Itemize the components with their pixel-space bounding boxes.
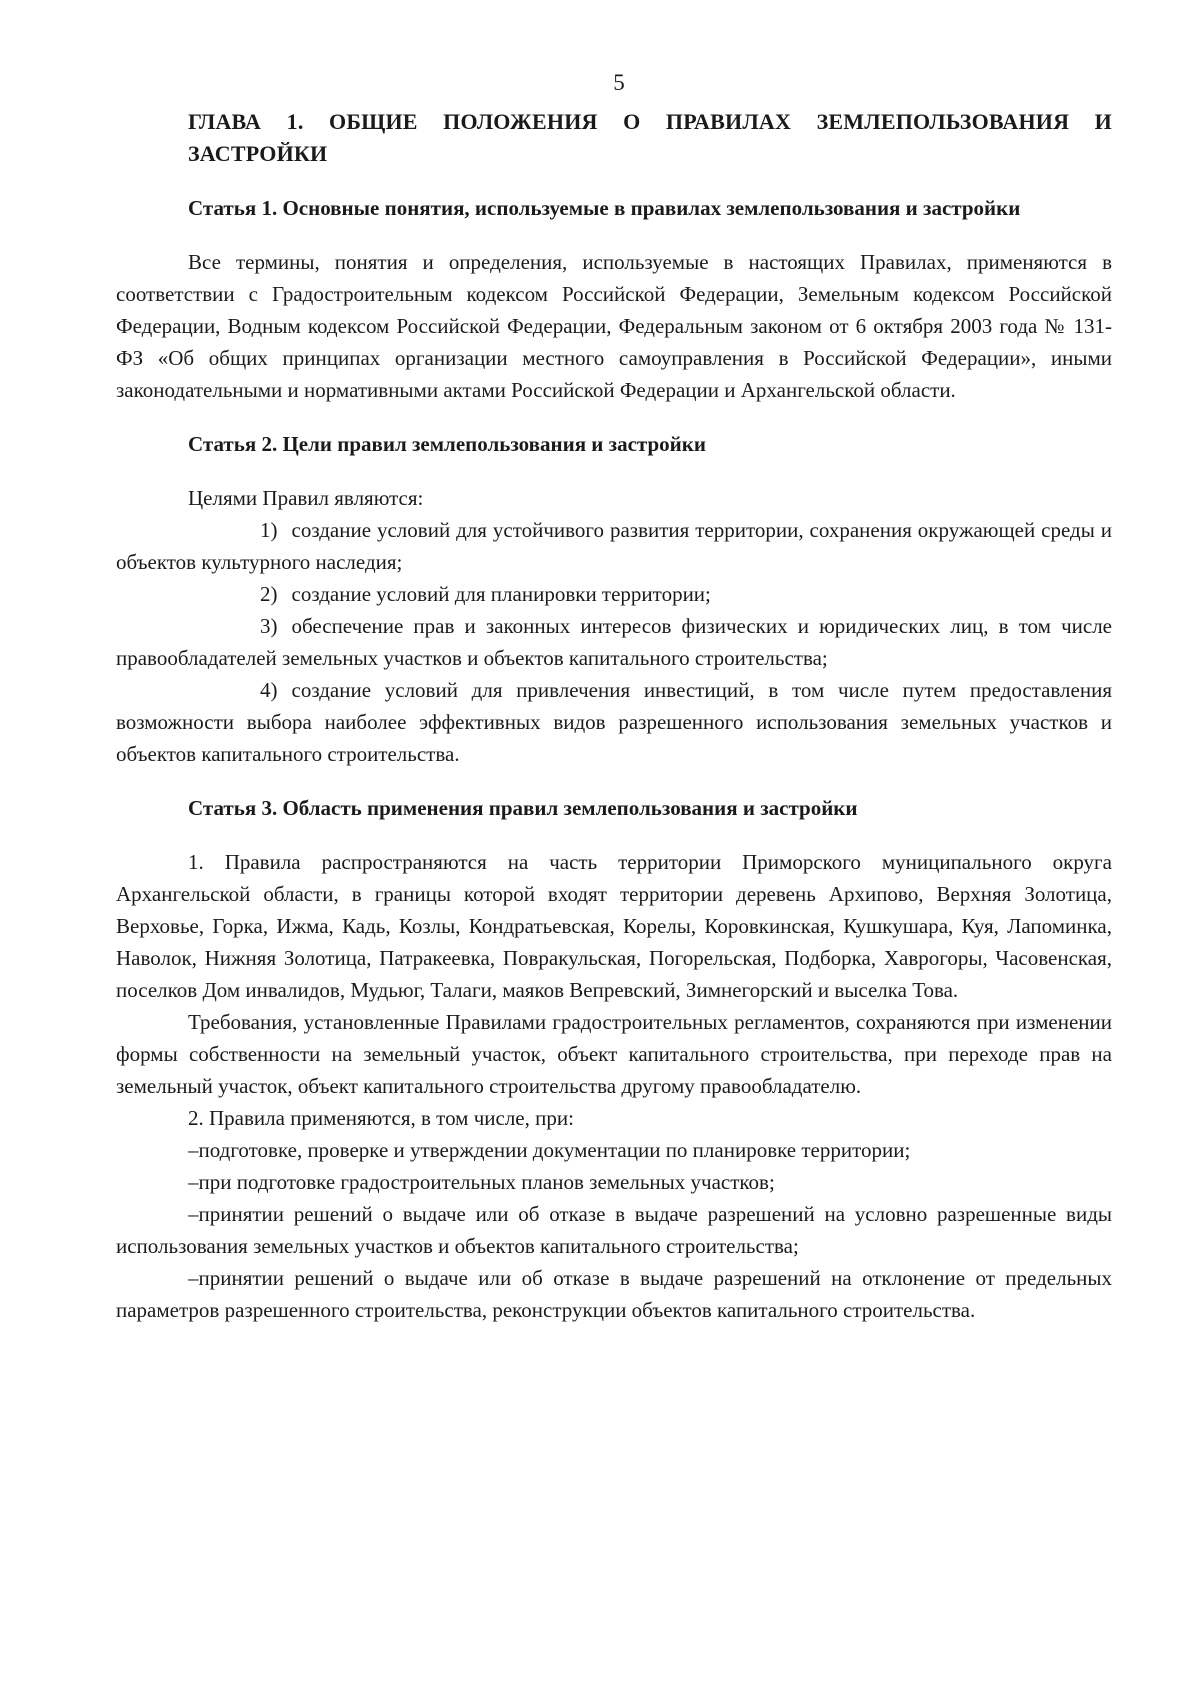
list-item xyxy=(116,610,1112,674)
list-item xyxy=(116,578,1112,610)
article-3-paragraph-2: Требования, установленные Правилами градостроительных регламентов, сохраняются при изменении формы собственности на земельный участок, объект капитального строительства, при переходе прав на земельный участок, объект капитального строительства другому правообладателю. xyxy=(116,1010,1112,1098)
bullet-item: –подготовке, проверке и утверждении документации по планировке территории; xyxy=(188,1138,911,1162)
article-3-paragraph-1: 1. Правила распространяются на часть территории Приморского муниципального округа Архангельской области, в границы которой входят территории деревень Архипово, Верхняя Золотица, Верховье, Горка, Ижма, Кадь, Козлы, Кондратьевская, Корелы, Коровкинская, Кушкушара, Куя, Лапоминка, Наволок, Нижняя Золотица, Патракеевка, Повракульская, Погорельская, Подборка, Хаврогоры, Часовенская, поселков Дом инвалидов, Мудьюг, Талаги, маяков Вепревский, Зимнегорский и выселка Това. xyxy=(116,850,1112,1002)
list-item-number: 4) xyxy=(260,678,278,702)
article-1-text: Все термины, понятия и определения, используемые в настоящих Правилах, применяются в соответствии с Градостроительным кодексом Российской Федерации, Земельным кодексом Российской Федерации, Водным кодексом Российской Федерации, Федеральным законом от 6 октября 2003 года № 131-ФЗ «Об общих принципах организации местного самоуправления в Российской Федерации», иными законодательными и нормативными актами Российской Федерации и Архангельской области. xyxy=(116,250,1112,402)
list-item xyxy=(116,514,1112,578)
list-item-text: обеспечение прав и законных интересов физических и юридических лиц, в том числе правообладателей земельных участков и объектов капитального строительства; xyxy=(116,614,1112,670)
list-item-number: 1) xyxy=(260,518,278,542)
list-item-text: создание условий для планировки территории; xyxy=(291,582,711,606)
bullet-item: –принятии решений о выдаче или об отказе в выдаче разрешений на условно разрешенные виды использования земельных участков и объектов капитального строительства; xyxy=(116,1202,1112,1258)
article-2-title: Статья 2. Цели правил землепользования и застройки xyxy=(188,432,706,456)
section-gap xyxy=(116,770,1112,792)
bullet-item: –принятии решений о выдаче или об отказе в выдаче разрешений на отклонение от предельных параметров разрешенного строительства, реконструкции объектов капитального строительства. xyxy=(116,1266,1112,1322)
chapter-title: ГЛАВА 1. ОБЩИЕ ПОЛОЖЕНИЯ О ПРАВИЛАХ ЗЕМЛЕПОЛЬЗОВАНИЯ И ЗАСТРОЙКИ xyxy=(188,109,1112,166)
bullet-item: –при подготовке градостроительных планов земельных участков; xyxy=(188,1170,775,1194)
article-3-paragraph-3: 2. Правила применяются, в том числе, при: xyxy=(188,1106,574,1130)
article-1-title: Статья 1. Основные понятия, используемые в правилах землепользования и застройки xyxy=(188,196,1021,220)
article-3-title: Статья 3. Область применения правил землепользования и застройки xyxy=(188,796,858,820)
list-item-text: создание условий для устойчивого развития территории, сохранения окружающей среды и объектов культурного наследия; xyxy=(116,518,1112,574)
list-item-number: 3) xyxy=(260,614,278,638)
list-item xyxy=(116,674,1112,770)
document-page xyxy=(116,68,1112,1326)
page-number: 5 xyxy=(613,70,625,95)
list-item-number: 2) xyxy=(260,582,278,606)
article-2-intro: Целями Правил являются: xyxy=(188,486,424,510)
list-item-text: создание условий для привлечения инвестиций, в том числе путем предоставления возможности выбора наиболее эффективных видов разрешенного использования земельных участков и объектов капитального строительства. xyxy=(116,678,1112,766)
